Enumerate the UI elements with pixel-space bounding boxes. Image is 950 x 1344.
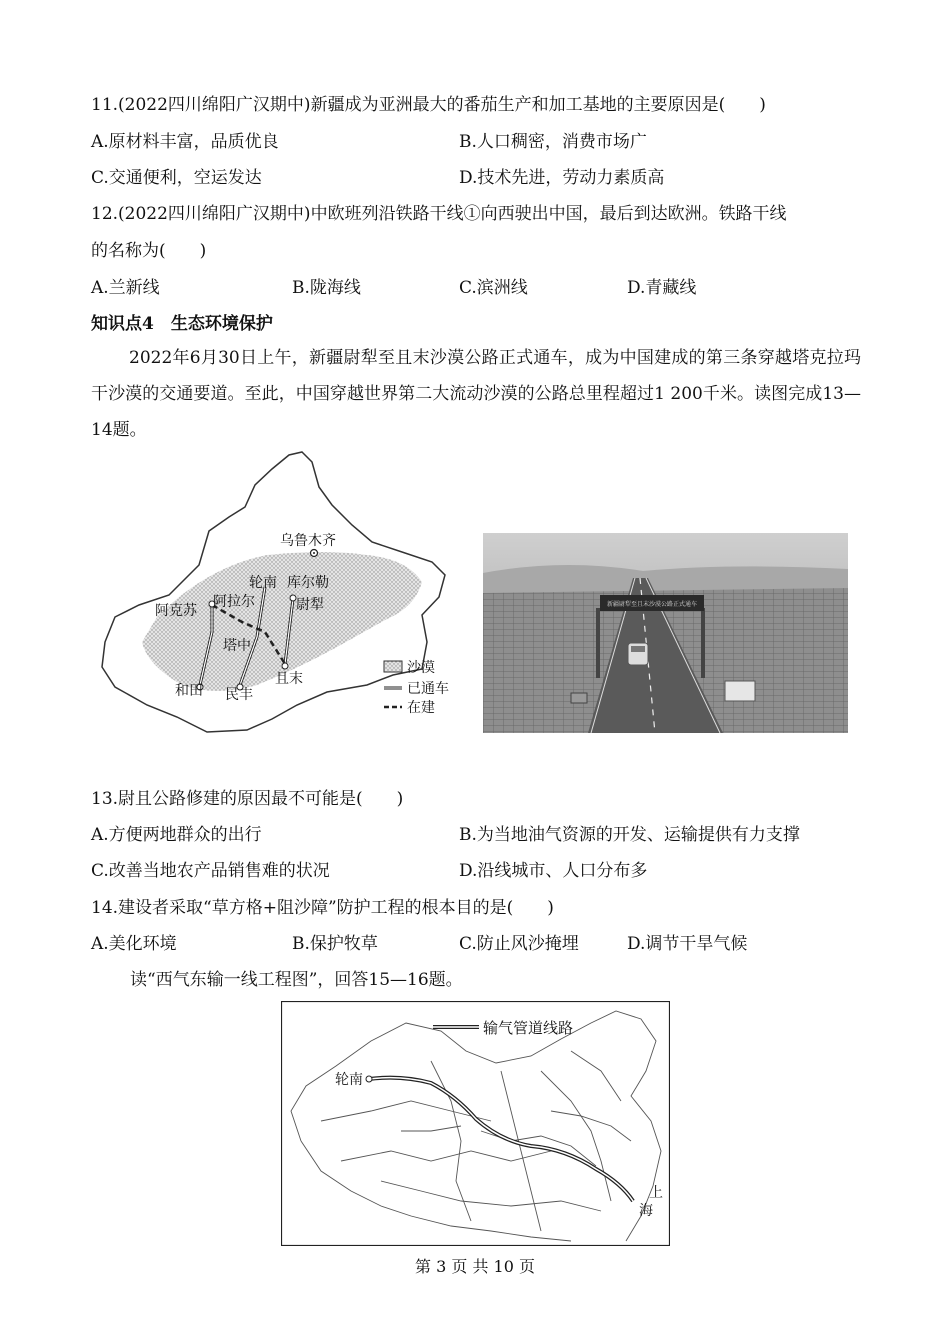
q14-option-c: C.防止风沙掩埋	[459, 934, 579, 954]
label-alar: 阿拉尔	[213, 594, 255, 610]
sign-gantry-right-post	[701, 608, 705, 678]
q12-stem-line2: 的名称为( )	[91, 241, 207, 261]
q14-option-d: D.调节干旱气候	[627, 934, 748, 954]
label-shanghai-1: 上	[649, 1185, 663, 1201]
section-title: 知识点4 生态环境保护	[91, 314, 273, 334]
label-qiemo: 且末	[275, 671, 303, 687]
sign-text: 新疆尉犁至且末沙漠公路正式通车	[606, 601, 698, 608]
q12-option-c: C.滨洲线	[459, 278, 528, 298]
map-legend	[384, 660, 449, 716]
pipeline-map	[281, 1001, 670, 1246]
page-footer: 第 3 页 共 10 页	[415, 1257, 535, 1276]
q13-option-c: C.改善当地农产品销售难的状况	[91, 861, 330, 881]
q11-stem: 11.(2022四川绵阳广汉期中)新疆成为亚洲最大的番茄生产和加工基地的主要原因是( )	[91, 95, 766, 115]
label-minfeng: 民丰	[225, 687, 253, 703]
q11-option-c: C.交通便利，空运发达	[91, 168, 262, 188]
desert-highway-photo	[483, 533, 848, 733]
label-lunnan: 轮南	[335, 1072, 363, 1088]
xinjiang-map	[97, 447, 467, 737]
label-urumqi: 乌鲁木齐	[280, 533, 336, 549]
label-lunnan: 轮南	[249, 575, 277, 591]
sign-gantry-left-post	[596, 608, 600, 678]
q13-option-b: B.为当地油气资源的开发、运输提供有力支撑	[459, 825, 800, 845]
q11-option-b: B.人口稠密，消费市场广	[459, 132, 647, 152]
legend-open: 已通车	[407, 681, 449, 697]
q13-option-d: D.沿线城市、人口分布多	[459, 861, 648, 881]
q14-stem: 14.建设者采取“草方格+阻沙障”防护工程的根本目的是( )	[91, 898, 554, 918]
q11-option-d: D.技术先进，劳动力素质高	[459, 168, 665, 188]
legend-pipeline: 输气管道线路	[483, 1019, 574, 1037]
label-korla: 库尔勒	[287, 575, 329, 591]
q11-option-a: A.原材料丰富，品质优良	[91, 132, 279, 152]
legend-building: 在建	[407, 700, 435, 716]
q12-option-d: D.青藏线	[627, 278, 697, 298]
lunnan-marker	[366, 1076, 372, 1082]
city-qiemo-marker	[282, 663, 288, 669]
label-yuli: 尉犁	[296, 597, 324, 613]
label-tazhong: 塔中	[223, 638, 251, 654]
q12-option-a: A.兰新线	[91, 278, 160, 298]
passage-15-16: 读“西气东输一线工程图”，回答15—16题。	[130, 970, 463, 990]
label-shanghai-2: 海	[639, 1203, 653, 1219]
label-aksu: 阿克苏	[155, 603, 197, 619]
passage-13-14: 2022年6月30日上午，新疆尉犁至且末沙漠公路正式通车，成为中国建成的第三条穿越塔克拉玛干沙漠的交通要道。至此，中国穿越世界第二大流动沙漠的公路总里程超过1 200千米。读图完成13—14题。	[91, 348, 861, 440]
label-hotan: 和田	[175, 683, 203, 699]
q13-option-a: A.方便两地群众的出行	[91, 825, 262, 845]
legend-desert: 沙漠	[407, 660, 435, 676]
q13-stem: 13.尉且公路修建的原因最不可能是( )	[91, 789, 404, 809]
q14-option-b: B.保护牧草	[292, 934, 378, 954]
q14-option-a: A.美化环境	[91, 934, 177, 954]
q12-option-b: B.陇海线	[292, 278, 361, 298]
q12-stem-line1: 12.(2022四川绵阳广汉期中)中欧班列沿铁路干线①向西驶出中国，最后到达欧洲。铁路干线	[91, 204, 787, 224]
